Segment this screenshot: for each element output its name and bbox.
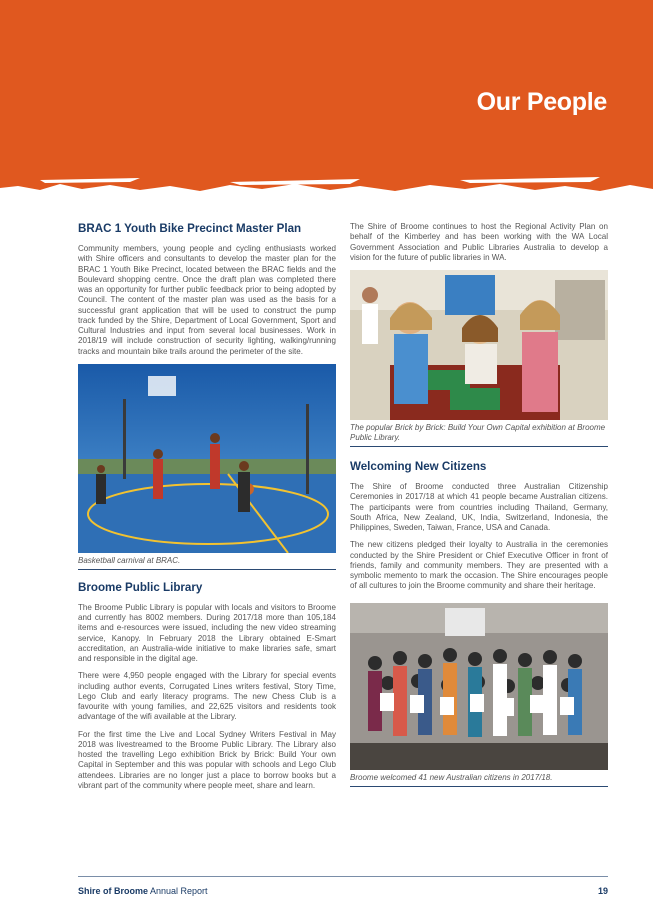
- photo-caption-lego: The popular Brick by Brick: Build Your Own Capital exhibition at Broome Public Library.: [350, 423, 608, 447]
- left-column: [78, 222, 336, 798]
- section-heading-bike-precinct: BRAC 1 Youth Bike Precinct Master Plan: [78, 222, 302, 235]
- page-footer: [78, 876, 608, 896]
- library-paragraph-2: There were 4,950 people engaged with the Library for special events including author events, Corrugated Lines writers festival, Story Time, Lego Club and early literacy programs. The new Chess Club is a favourite with young families, and 22,625 visitors and residents took advantage of the wifi available at the Library.: [78, 671, 336, 722]
- page-title: Our People: [476, 88, 607, 116]
- section-heading-library: Broome Public Library: [78, 580, 203, 594]
- section-heading-citizens: Welcoming New Citizens: [350, 460, 487, 473]
- library-paragraph-3: For the first time the Live and Local Sydney Writers Festival in May 2018 was livestreamed to the Broome Public Library. The Library also hosted the travelling Lego exhibition Brick by Brick: Build Your own Capital in September and this was popular with schools and Lego Club attendees. Libraries are no longer just a place to borrow books but a vibrant part of the community where people meet, share and learn.: [78, 729, 336, 790]
- header-banner: [0, 0, 653, 205]
- basketball-photo: [78, 364, 336, 553]
- photo-caption-citizens: Broome welcomed 41 new Australian citizens in 2017/18.: [350, 773, 608, 787]
- footer-document-title: Annual Report: [148, 886, 208, 896]
- library-paragraph-1: The Broome Public Library is popular with locals and visitors to Broome and currently has 8002 members. During 2017/18 more than 105,184 items and e-resources were issued, including the new video streaming service, Kanopy. In February 2018 the Library obtained E-Smart accreditation, an Australia-wide initiative to make libraries safe, smart and responsible in the digital age.: [78, 602, 336, 663]
- citizens-paragraph-2: The new citizens pledged their loyalty to Australia in the ceremonies conducted by the Shire President or Chief Executive Officer in front of friends, family and community members. They are presented with a symbolic memento to mark the occasion. The Shire encourages people of all cultures to join the Broome community and share their heritage.: [350, 540, 608, 591]
- lego-exhibition-photo: [350, 270, 608, 420]
- regional-plan-paragraph: The Shire of Broome continues to host the Regional Activity Plan on behalf of the Kimberley and has been working with the WA Local Government Association and Public Libraries Australia to develop a vision for the future of public libraries in WA.: [350, 222, 608, 262]
- right-column: [350, 222, 608, 787]
- photo-caption-basketball: Basketball carnival at BRAC.: [78, 556, 336, 570]
- bike-precinct-paragraph: Community members, young people and cycling enthusiasts worked with Shire officers and consultants to develop the master plan for the BRAC 1 Youth Bike Precinct, located between the BRAC fields and the Boulevard shopping centre. Once the draft plan was completed there was an opportunity for further public feedback prior to being adopted by Council. The content of the master plan was used as the basis for a successful grant application that will be used to construct the pump track funded by the Shire, Department of Local Government, Sport and Cultural Industries and input from several local businesses. Work in 2018/19 will include construction of security lighting, walking/running tracks and mountain bike trails around the perimeter of the site.: [78, 244, 336, 356]
- citizens-paragraph-1: The Shire of Broome conducted three Australian Citizenship Ceremonies in 2017/18 at which 41 people became Australian citizens. The participants were from countries including Thailand, Germany, South Africa, New Zealand, UK, India, Switzerland, Indonesia, the Philippines, Sweden, Taiwan, France, USA and Canada.: [350, 482, 608, 532]
- footer-organisation: Shire of Broome: [78, 886, 149, 896]
- page-number: 19: [597, 886, 608, 896]
- citizenship-group-photo: [350, 603, 608, 770]
